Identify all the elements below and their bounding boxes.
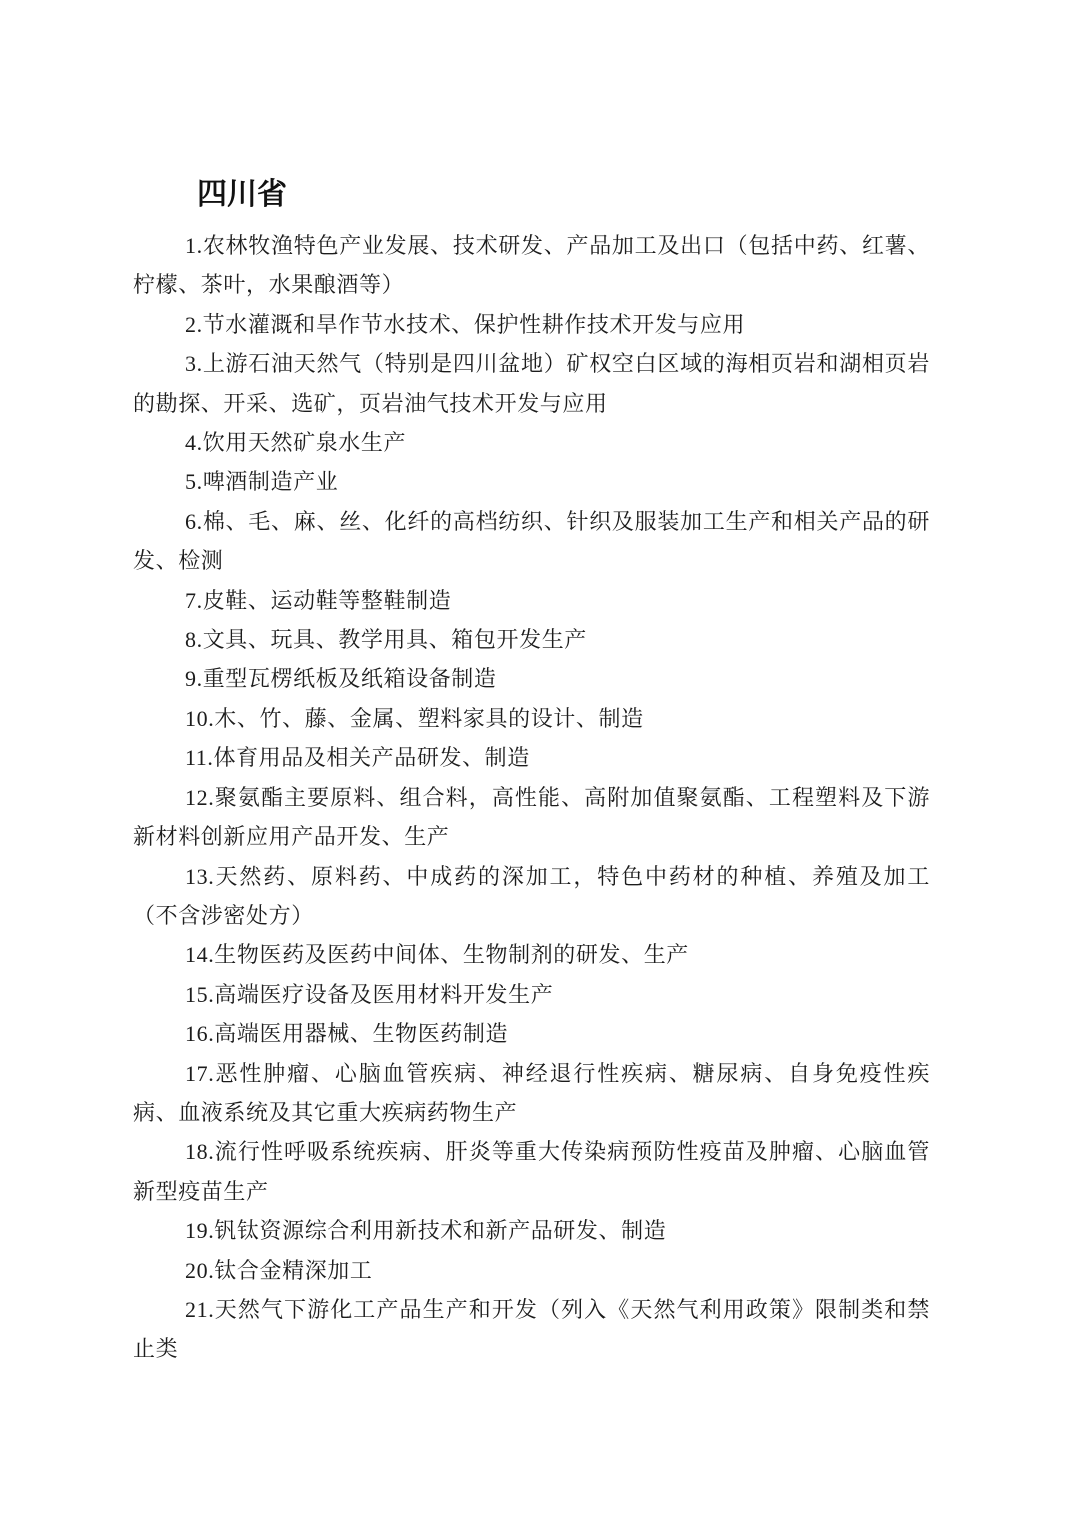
list-item: 20.钛合金精深加工 xyxy=(185,1257,373,1283)
list-item: 5.啤酒制造产业 xyxy=(185,469,339,495)
list-item: 10.木、竹、藤、金属、塑料家具的设计、制造 xyxy=(185,705,644,731)
list-item: 4.饮用天然矿泉水生产 xyxy=(185,430,407,456)
list-item: 2.节水灌溉和旱作节水技术、保护性耕作技术开发与应用 xyxy=(185,311,746,337)
list-item: 17.恶性肿瘤、心脑血管疾病、神经退行性疾病、糖尿病、自身免疫性疾病、血液系统及其它重大疾病药物生产 xyxy=(133,1060,930,1125)
list-item: 1.农林牧渔特色产业发展、技术研发、产品加工及出口（包括中药、红薯、柠檬、茶叶，水果酿酒等） xyxy=(133,233,930,298)
list-item: 18.流行性呼吸系统疾病、肝炎等重大传染病预防性疫苗及肿瘤、心脑血管新型疫苗生产 xyxy=(133,1139,930,1204)
list-item: 21.天然气下游化工产品生产和开发（列入《天然气利用政策》限制类和禁止类 xyxy=(133,1296,930,1362)
list-item: 13.天然药、原料药、中成药的深加工，特色中药材的种植、养殖及加工（不含涉密处方） xyxy=(133,863,930,928)
list-item: 7.皮鞋、运动鞋等整鞋制造 xyxy=(185,587,452,613)
list-item: 8.文具、玩具、教学用具、箱包开发生产 xyxy=(185,627,587,653)
list-item: 3.上游石油天然气（特别是四川盆地）矿权空白区域的海相页岩和湖相页岩的勘探、开采、选矿，页岩油气技术开发与应用 xyxy=(133,351,930,416)
list-item: 14.生物医药及医药中间体、生物制剂的研发、生产 xyxy=(185,942,689,968)
list-item: 19.钒钛资源综合利用新技术和新产品研发、制造 xyxy=(185,1218,667,1244)
document-content xyxy=(133,178,930,1369)
list-item: 15.高端医疗设备及医用材料开发生产 xyxy=(185,981,554,1007)
page-title: 四川省 xyxy=(197,178,287,211)
document-body xyxy=(133,226,930,1369)
list-item: 9.重型瓦楞纸板及纸箱设备制造 xyxy=(185,666,497,692)
list-item: 16.高端医用器械、生物医药制造 xyxy=(185,1021,509,1047)
list-item: 12.聚氨酯主要原料、组合料，高性能、高附加值聚氨酯、工程塑料及下游新材料创新应用产品开发、生产 xyxy=(133,784,930,850)
list-item: 6.棉、毛、麻、丝、化纤的高档纺织、针织及服装加工生产和相关产品的研发、检测 xyxy=(133,508,930,574)
list-item: 11.体育用品及相关产品研发、制造 xyxy=(185,745,530,771)
